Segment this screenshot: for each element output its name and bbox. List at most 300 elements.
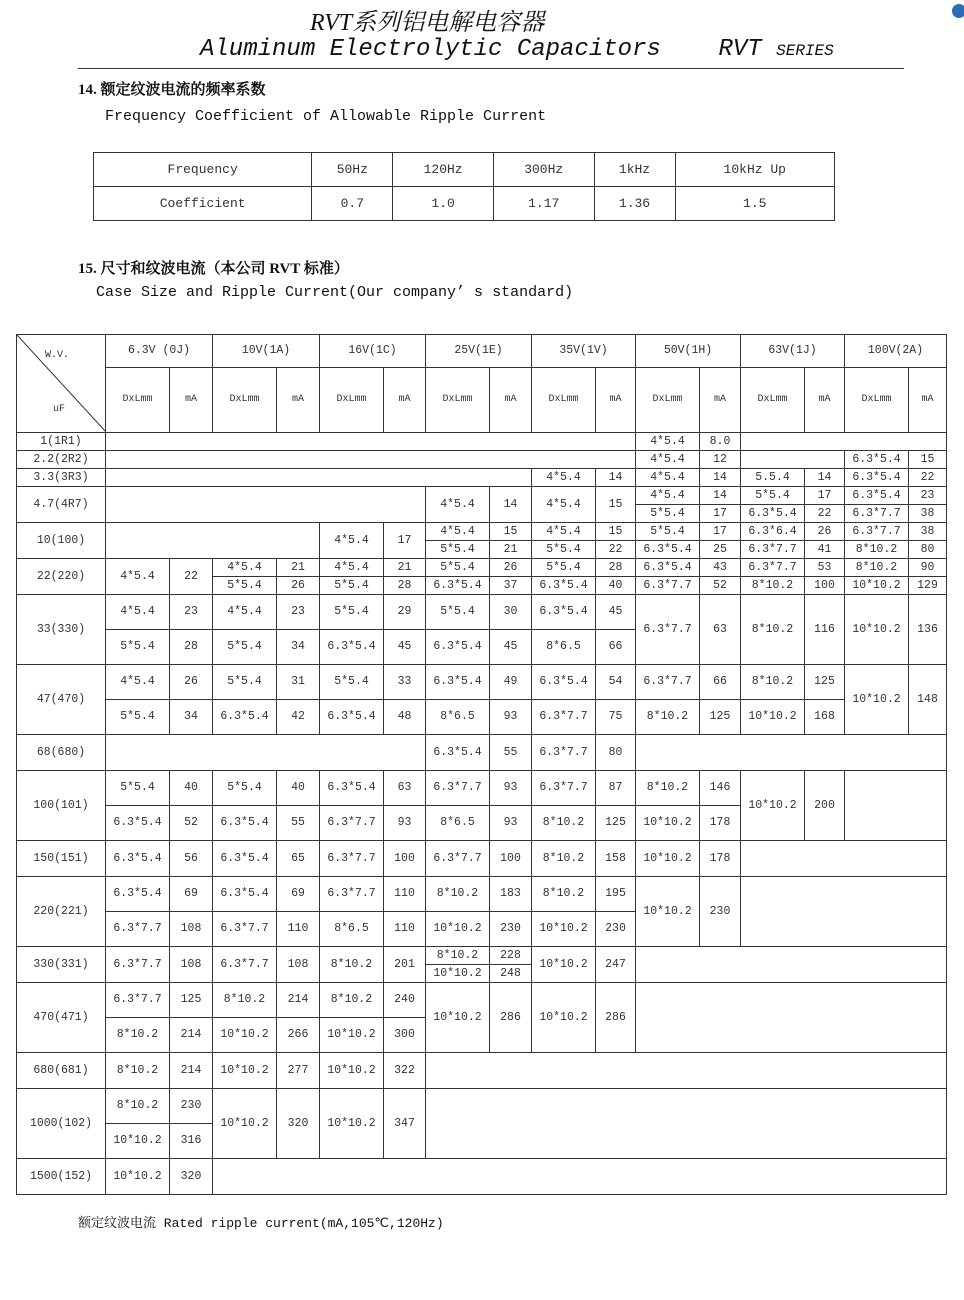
dimension-header: DxLmm xyxy=(636,368,700,433)
table-cell: 14 xyxy=(596,469,636,487)
table-cell: 10*10.2 xyxy=(213,1089,277,1159)
table-cell: 5*5.4 xyxy=(320,665,384,700)
table-row xyxy=(17,665,947,700)
table-cell: 38 xyxy=(909,523,947,541)
table-cell: 100 xyxy=(384,841,426,877)
table-row xyxy=(17,735,947,771)
table-cell: 108 xyxy=(170,947,213,983)
title-english-text: Aluminum Electrolytic Capacitors xyxy=(200,36,661,63)
table-cell: 230 xyxy=(596,912,636,947)
table-cell: 40 xyxy=(170,771,213,806)
table-cell: 65 xyxy=(277,841,320,877)
table-cell: 266 xyxy=(277,1018,320,1053)
table-cell: 34 xyxy=(277,630,320,665)
table-cell: 214 xyxy=(170,1018,213,1053)
table-cell: 5*5.4 xyxy=(213,665,277,700)
table-cell: 6.3*5.4 xyxy=(213,877,277,912)
table-cell: 6.3*5.4 xyxy=(532,595,596,630)
table-cell: 6.3*7.7 xyxy=(426,841,490,877)
table-cell: 26 xyxy=(490,559,532,577)
table-cell: 240 xyxy=(384,983,426,1018)
table-cell: 178 xyxy=(700,806,741,841)
title-english xyxy=(200,36,834,63)
table-cell: 14 xyxy=(700,487,741,505)
table-cell: 10*10.2 xyxy=(426,983,490,1053)
table-cell: 316 xyxy=(170,1124,213,1159)
table-cell: 8*10.2 xyxy=(532,806,596,841)
table-cell: 125 xyxy=(596,806,636,841)
capacitance-cell: 100(101) xyxy=(17,771,106,841)
table-cell: 4*5.4 xyxy=(213,559,277,577)
empty-cell xyxy=(741,451,845,469)
table-cell: 6.3*5.4 xyxy=(426,735,490,771)
table-cell: 6.3*7.7 xyxy=(741,559,805,577)
table-cell: 22 xyxy=(170,559,213,595)
table-cell: 228 xyxy=(490,947,532,965)
table-row xyxy=(17,877,947,912)
table-cell: 110 xyxy=(384,877,426,912)
table-cell: 8*10.2 xyxy=(320,947,384,983)
dimension-header: DxLmm xyxy=(106,368,170,433)
table-cell: 10*10.2 xyxy=(845,595,909,665)
empty-cell xyxy=(426,1053,947,1089)
capacitance-cell: 220(221) xyxy=(17,877,106,947)
table-cell: 8*10.2 xyxy=(426,877,490,912)
table-cell: 158 xyxy=(596,841,636,877)
header-rule xyxy=(78,68,904,69)
table-cell: 14 xyxy=(700,469,741,487)
section-14-title: 14. 额定纹波电流的频率系数 xyxy=(78,82,266,98)
table-cell: 42 xyxy=(277,700,320,735)
freq-cell: 1kHz xyxy=(594,153,675,187)
freq-cell: 300Hz xyxy=(493,153,594,187)
table-cell: 54 xyxy=(596,665,636,700)
table-cell: 4*5.4 xyxy=(636,433,700,451)
table-cell: 6.3*7.7 xyxy=(106,912,170,947)
table-cell: 6.3*7.7 xyxy=(106,947,170,983)
table-cell: 10*10.2 xyxy=(426,965,490,983)
freq-cell: 0.7 xyxy=(312,187,393,221)
table-cell: 8*10.2 xyxy=(426,947,490,965)
table-cell: 93 xyxy=(490,700,532,735)
table-cell: 80 xyxy=(909,541,947,559)
table-cell: 22 xyxy=(805,505,845,523)
table-cell: 6.3*7.7 xyxy=(845,523,909,541)
table-cell: 52 xyxy=(700,577,741,595)
capacitance-cell: 22(220) xyxy=(17,559,106,595)
table-cell: 300 xyxy=(384,1018,426,1053)
table-cell: 43 xyxy=(700,559,741,577)
table-cell: 347 xyxy=(384,1089,426,1159)
table-cell: 322 xyxy=(384,1053,426,1089)
info-icon[interactable] xyxy=(952,4,964,18)
table-cell: 277 xyxy=(277,1053,320,1089)
table-row xyxy=(17,771,947,806)
table-cell: 230 xyxy=(700,877,741,947)
table-cell: 6.3*5.4 xyxy=(106,841,170,877)
table-cell: 6.3*7.7 xyxy=(845,505,909,523)
ma-header: mA xyxy=(909,368,947,433)
table-cell: 286 xyxy=(490,983,532,1053)
table-cell: 6.3*5.4 xyxy=(320,630,384,665)
table-cell: 31 xyxy=(277,665,320,700)
table-cell: 108 xyxy=(170,912,213,947)
table-cell: 6.3*5.4 xyxy=(426,630,490,665)
ma-header: mA xyxy=(596,368,636,433)
capacitance-cell: 1000(102) xyxy=(17,1089,106,1159)
table-cell: 14 xyxy=(805,469,845,487)
table-cell: 23 xyxy=(170,595,213,630)
table-cell: 230 xyxy=(170,1089,213,1124)
table-cell: 45 xyxy=(596,595,636,630)
voltage-header-row xyxy=(17,335,947,368)
table-cell: 8*10.2 xyxy=(741,595,805,665)
table-cell: 40 xyxy=(277,771,320,806)
table-cell: 4*5.4 xyxy=(636,469,700,487)
table-cell: 201 xyxy=(384,947,426,983)
table-cell: 63 xyxy=(700,595,741,665)
voltage-header: 50V(1H) xyxy=(636,335,741,368)
table-cell: 56 xyxy=(170,841,213,877)
table-cell: 21 xyxy=(384,559,426,577)
table-cell: 87 xyxy=(596,771,636,806)
table-cell: 6.3*7.7 xyxy=(636,595,700,665)
table-cell: 6.3*7.7 xyxy=(106,983,170,1018)
table-cell: 230 xyxy=(490,912,532,947)
capacitance-cell: 10(100) xyxy=(17,523,106,559)
table-cell: 6.3*5.4 xyxy=(213,841,277,877)
empty-cell xyxy=(426,1089,947,1159)
table-cell: 10*10.2 xyxy=(532,912,596,947)
table-cell: 8*6.5 xyxy=(426,700,490,735)
table-cell: 6.3*7.7 xyxy=(320,877,384,912)
table-cell: 5*5.4 xyxy=(106,700,170,735)
table-cell: 55 xyxy=(490,735,532,771)
voltage-header: 63V(1J) xyxy=(741,335,845,368)
table-cell: 66 xyxy=(596,630,636,665)
table-cell: 10*10.2 xyxy=(213,1018,277,1053)
empty-cell xyxy=(636,947,947,983)
empty-cell xyxy=(741,841,947,877)
dimension-header: DxLmm xyxy=(532,368,596,433)
table-cell: 125 xyxy=(805,665,845,700)
ma-header: mA xyxy=(700,368,741,433)
table-row xyxy=(17,1053,947,1089)
capacitance-cell: 330(331) xyxy=(17,947,106,983)
table-cell: 23 xyxy=(909,487,947,505)
table-cell: 136 xyxy=(909,595,947,665)
freq-row-header: Frequency xyxy=(94,153,312,187)
table-cell: 10*10.2 xyxy=(845,665,909,735)
table-cell: 116 xyxy=(805,595,845,665)
table-cell: 100 xyxy=(805,577,845,595)
freq-cell: 120Hz xyxy=(393,153,494,187)
table-cell: 6.3*5.4 xyxy=(845,487,909,505)
table-cell: 4*5.4 xyxy=(532,523,596,541)
table-cell: 10*10.2 xyxy=(845,577,909,595)
table-cell: 6.3*5.4 xyxy=(426,577,490,595)
table-cell: 8*6.5 xyxy=(532,630,596,665)
wv-label: W.V. xyxy=(45,350,70,361)
table-cell: 5*5.4 xyxy=(741,487,805,505)
table-cell: 247 xyxy=(596,947,636,983)
table-cell: 45 xyxy=(490,630,532,665)
table-row xyxy=(17,523,947,541)
table-cell: 6.3*7.7 xyxy=(532,735,596,771)
table-row xyxy=(17,595,947,630)
table-cell: 8*10.2 xyxy=(106,1018,170,1053)
table-cell: 45 xyxy=(384,630,426,665)
table-cell: 6.3*7.7 xyxy=(213,947,277,983)
ma-header: mA xyxy=(490,368,532,433)
section-15-subtitle: Case Size and Ripple Current(Our company’ s standard) xyxy=(96,284,574,301)
table-cell: 10*10.2 xyxy=(320,1089,384,1159)
series-word: SERIES xyxy=(776,42,834,60)
table-cell: 125 xyxy=(170,983,213,1018)
table-cell: 6.3*7.7 xyxy=(741,541,805,559)
table-cell: 148 xyxy=(909,665,947,735)
table-cell: 15 xyxy=(490,523,532,541)
table-cell: 4*5.4 xyxy=(320,523,384,559)
table-cell: 8*10.2 xyxy=(636,700,700,735)
table-cell: 4*5.4 xyxy=(426,487,490,523)
table-cell: 5*5.4 xyxy=(636,505,700,523)
uf-label: uF xyxy=(53,404,66,415)
table-cell: 22 xyxy=(909,469,947,487)
empty-cell xyxy=(213,1159,947,1195)
capacitance-cell: 150(151) xyxy=(17,841,106,877)
table-cell: 37 xyxy=(490,577,532,595)
table-cell: 248 xyxy=(490,965,532,983)
capacitance-cell: 68(680) xyxy=(17,735,106,771)
table-cell: 6.3*5.4 xyxy=(741,505,805,523)
table-cell: 4*5.4 xyxy=(213,595,277,630)
table-cell: 8*10.2 xyxy=(845,559,909,577)
table-cell: 10*10.2 xyxy=(426,912,490,947)
table-cell: 15 xyxy=(596,487,636,523)
title-chinese: RVT系列铝电解电容器 xyxy=(310,10,545,36)
table-cell: 6.3*5.4 xyxy=(636,541,700,559)
table-cell: 4*5.4 xyxy=(320,559,384,577)
table-cell: 26 xyxy=(277,577,320,595)
table-row xyxy=(17,947,947,965)
table-cell: 10*10.2 xyxy=(532,947,596,983)
table-cell: 33 xyxy=(384,665,426,700)
table-cell: 6.3*5.4 xyxy=(532,665,596,700)
table-row xyxy=(17,469,947,487)
table-cell: 5*5.4 xyxy=(426,559,490,577)
table-cell: 6.3*7.7 xyxy=(636,665,700,700)
dimension-header: DxLmm xyxy=(320,368,384,433)
table-cell: 40 xyxy=(596,577,636,595)
table-cell: 5*5.4 xyxy=(532,559,596,577)
table-cell: 10*10.2 xyxy=(106,1124,170,1159)
table-cell: 21 xyxy=(490,541,532,559)
case-size-ripple-table xyxy=(16,334,947,1195)
table-cell: 41 xyxy=(805,541,845,559)
voltage-header: 35V(1V) xyxy=(532,335,636,368)
dimension-header: DxLmm xyxy=(213,368,277,433)
table-cell: 63 xyxy=(384,771,426,806)
table-cell: 10*10.2 xyxy=(636,806,700,841)
capacitance-cell: 47(470) xyxy=(17,665,106,735)
table-cell: 52 xyxy=(170,806,213,841)
table-row xyxy=(17,1159,947,1195)
series-name: RVT xyxy=(718,36,762,63)
capacitance-cell: 680(681) xyxy=(17,1053,106,1089)
table-cell: 6.3*5.4 xyxy=(320,771,384,806)
table-cell: 93 xyxy=(490,771,532,806)
table-cell: 146 xyxy=(700,771,741,806)
table-cell: 5*5.4 xyxy=(213,771,277,806)
table-cell: 26 xyxy=(805,523,845,541)
table-cell: 200 xyxy=(805,771,845,841)
table-cell: 286 xyxy=(596,983,636,1053)
table-cell: 6.3*5.4 xyxy=(213,700,277,735)
ma-header: mA xyxy=(170,368,213,433)
table-cell: 17 xyxy=(805,487,845,505)
table-cell: 195 xyxy=(596,877,636,912)
table-cell: 183 xyxy=(490,877,532,912)
table-cell: 10*10.2 xyxy=(636,841,700,877)
table-cell: 6.3*6.4 xyxy=(741,523,805,541)
table-cell: 10*10.2 xyxy=(741,771,805,841)
table-cell: 90 xyxy=(909,559,947,577)
empty-cell xyxy=(741,877,947,947)
table-cell: 6.3*5.4 xyxy=(106,806,170,841)
table-cell: 4*5.4 xyxy=(532,487,596,523)
table-cell: 6.3*5.4 xyxy=(532,577,596,595)
table-cell: 80 xyxy=(596,735,636,771)
table-row xyxy=(17,700,947,735)
table-cell: 5*5.4 xyxy=(106,771,170,806)
table-cell: 14 xyxy=(490,487,532,523)
table-cell: 6.3*5.4 xyxy=(426,665,490,700)
table-cell: 28 xyxy=(170,630,213,665)
table-row xyxy=(17,983,947,1018)
table-cell: 8*10.2 xyxy=(106,1089,170,1124)
table-cell: 4*5.4 xyxy=(106,559,170,595)
table-cell: 5*5.4 xyxy=(426,541,490,559)
table-cell: 129 xyxy=(909,577,947,595)
table-cell: 8*6.5 xyxy=(426,806,490,841)
freq-row-header: Coefficient xyxy=(94,187,312,221)
ma-header: mA xyxy=(384,368,426,433)
table-cell: 6.3*5.4 xyxy=(213,806,277,841)
freq-cell: 10kHz Up xyxy=(675,153,834,187)
table-cell: 6.3*7.7 xyxy=(532,700,596,735)
empty-cell xyxy=(106,487,426,523)
table-row xyxy=(17,1089,947,1124)
table-cell: 6.3*5.4 xyxy=(320,700,384,735)
freq-cell: 50Hz xyxy=(312,153,393,187)
table-cell: 5.5.4 xyxy=(741,469,805,487)
empty-cell xyxy=(106,523,320,559)
table-row xyxy=(17,433,947,451)
capacitance-cell: 1500(152) xyxy=(17,1159,106,1195)
section-14-subtitle: Frequency Coefficient of Allowable Ripple Current xyxy=(105,108,547,125)
capacitance-cell: 1(1R1) xyxy=(17,433,106,451)
table-cell: 4*5.4 xyxy=(106,665,170,700)
table-cell: 5*5.4 xyxy=(426,595,490,630)
table-cell: 6.3*5.4 xyxy=(636,559,700,577)
empty-cell xyxy=(106,735,426,771)
table-cell: 6.3*7.7 xyxy=(532,771,596,806)
freq-cell: 1.36 xyxy=(594,187,675,221)
dimension-header: DxLmm xyxy=(845,368,909,433)
table-cell: 6.3*7.7 xyxy=(426,771,490,806)
table-cell: 10*10.2 xyxy=(636,877,700,947)
table-cell: 4*5.4 xyxy=(106,595,170,630)
table-cell: 34 xyxy=(170,700,213,735)
table-cell: 8*6.5 xyxy=(320,912,384,947)
capacitance-cell: 4.7(4R7) xyxy=(17,487,106,523)
table-cell: 6.3*5.4 xyxy=(845,469,909,487)
dimension-header: DxLmm xyxy=(426,368,490,433)
table-cell: 8*10.2 xyxy=(636,771,700,806)
table-cell: 17 xyxy=(700,505,741,523)
table-cell: 17 xyxy=(700,523,741,541)
table-row xyxy=(17,559,947,577)
voltage-header: 10V(1A) xyxy=(213,335,320,368)
table-cell: 28 xyxy=(596,559,636,577)
table-cell: 23 xyxy=(277,595,320,630)
capacitance-cell: 33(330) xyxy=(17,595,106,665)
table-cell: 15 xyxy=(909,451,947,469)
table-cell: 108 xyxy=(277,947,320,983)
table-cell: 214 xyxy=(277,983,320,1018)
table-cell: 21 xyxy=(277,559,320,577)
table-cell: 6.3*7.7 xyxy=(636,577,700,595)
table-cell: 8*10.2 xyxy=(741,577,805,595)
ma-header: mA xyxy=(805,368,845,433)
table-cell: 15 xyxy=(596,523,636,541)
empty-cell xyxy=(106,433,636,451)
table-cell: 17 xyxy=(384,523,426,559)
table-cell: 5*5.4 xyxy=(213,630,277,665)
table-cell: 10*10.2 xyxy=(106,1159,170,1195)
table-cell: 6.3*7.7 xyxy=(213,912,277,947)
table-row xyxy=(17,451,947,469)
table-cell: 214 xyxy=(170,1053,213,1089)
table-cell: 320 xyxy=(170,1159,213,1195)
table-cell: 100 xyxy=(490,841,532,877)
voltage-header: 100V(2A) xyxy=(845,335,947,368)
table-row xyxy=(17,841,947,877)
freq-cell: 1.5 xyxy=(675,187,834,221)
table-cell: 8*10.2 xyxy=(213,983,277,1018)
table-cell: 6.3*7.7 xyxy=(320,806,384,841)
table-cell: 28 xyxy=(384,577,426,595)
table-cell: 30 xyxy=(490,595,532,630)
empty-cell xyxy=(741,433,947,451)
table-cell: 10*10.2 xyxy=(213,1053,277,1089)
table-cell: 29 xyxy=(384,595,426,630)
table-cell: 75 xyxy=(596,700,636,735)
table-cell: 8*10.2 xyxy=(532,841,596,877)
table-cell: 69 xyxy=(277,877,320,912)
freq-table-row xyxy=(94,187,835,221)
table-cell: 10*10.2 xyxy=(532,983,596,1053)
table-cell: 5*5.4 xyxy=(320,577,384,595)
table-cell: 320 xyxy=(277,1089,320,1159)
table-cell: 8*10.2 xyxy=(741,665,805,700)
voltage-header: 16V(1C) xyxy=(320,335,426,368)
table-cell: 25 xyxy=(700,541,741,559)
freq-table-row xyxy=(94,153,835,187)
table-cell: 10*10.2 xyxy=(741,700,805,735)
table-cell: 8*10.2 xyxy=(532,877,596,912)
